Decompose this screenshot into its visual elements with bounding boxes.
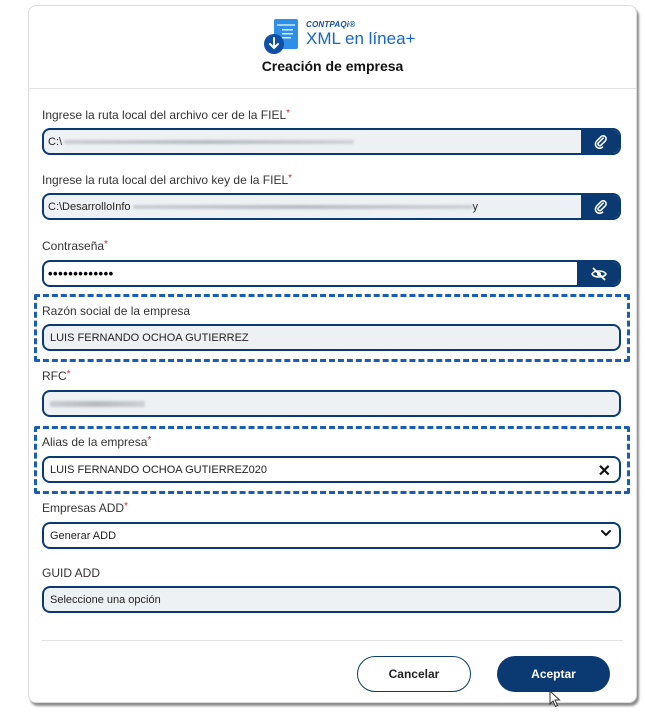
guid-add-placeholder: Seleccione una opción	[50, 593, 161, 606]
xml-download-icon	[262, 17, 302, 57]
cer-label-text: Ingrese la ruta local del archivo cer de la FIEL	[42, 108, 287, 122]
key-attach-button[interactable]	[581, 193, 621, 220]
dialog-title: Creación de empresa	[261, 58, 404, 74]
alias-input[interactable]	[42, 456, 621, 483]
eye-slash-icon	[591, 267, 607, 281]
redacted-text	[133, 205, 473, 209]
required-mark: *	[124, 501, 128, 512]
password-label	[42, 239, 108, 253]
password-value: •••••••••••••	[48, 266, 114, 281]
app-logo	[262, 17, 416, 57]
key-path-value: C:\DesarrolloInfo	[48, 200, 131, 213]
alias-label	[42, 435, 151, 449]
password-label-text: Contraseña	[42, 239, 105, 253]
accept-button[interactable]: Aceptar	[497, 656, 610, 692]
guid-add-label	[42, 566, 100, 580]
paperclip-icon	[594, 135, 608, 149]
brand-name: CONTPAQi®	[306, 20, 356, 29]
redacted-text	[64, 140, 354, 144]
key-path-suffix: y	[472, 200, 479, 213]
razon-social-input[interactable]	[42, 324, 621, 351]
cer-path-value: C:\	[48, 135, 63, 148]
toggle-password-visibility-button[interactable]	[577, 260, 621, 287]
rfc-label-text: RFC	[42, 369, 67, 383]
empresas-add-label-text: Empresas ADD	[42, 501, 125, 515]
product-name: XML en línea+	[306, 29, 416, 48]
required-mark: *	[286, 108, 291, 119]
alias-label-text: Alias de la empresa	[42, 435, 148, 449]
required-mark: *	[288, 173, 293, 184]
redacted-text	[50, 401, 145, 407]
create-company-dialog	[28, 5, 637, 703]
empresas-add-select[interactable]	[42, 522, 621, 549]
rfc-label	[42, 369, 71, 383]
required-mark: *	[66, 369, 71, 380]
clear-icon[interactable]: ✕	[597, 463, 611, 480]
key-label-text: Ingrese la ruta local del archivo key de la FIEL	[42, 173, 289, 187]
paperclip-icon	[594, 200, 608, 214]
required-mark: *	[147, 435, 152, 446]
key-label	[42, 173, 292, 187]
razon-social-value: LUIS FERNANDO OCHOA GUTIERREZ	[50, 331, 249, 344]
cancel-button[interactable]: Cancelar	[357, 656, 471, 692]
empresas-add-selected: Generar ADD	[50, 529, 117, 542]
cer-path-input[interactable]	[42, 128, 621, 155]
required-mark: *	[104, 239, 108, 250]
password-input[interactable]	[42, 260, 621, 287]
empresas-add-label	[42, 501, 128, 515]
guid-add-select[interactable]	[42, 586, 621, 613]
footer-divider	[42, 640, 623, 641]
razon-social-label-text: Razón social de la empresa	[42, 304, 191, 318]
dialog-header	[29, 6, 636, 89]
key-path-input[interactable]	[42, 193, 621, 220]
cer-attach-button[interactable]	[581, 128, 621, 155]
razon-social-label	[42, 304, 190, 318]
mouse-cursor-icon	[549, 690, 561, 708]
alias-value: LUIS FERNANDO OCHOA GUTIERREZ020	[50, 463, 267, 476]
cer-label	[42, 108, 290, 122]
guid-add-label-text: GUID ADD	[42, 566, 101, 580]
rfc-input[interactable]	[42, 390, 621, 417]
chevron-down-icon	[600, 528, 612, 538]
